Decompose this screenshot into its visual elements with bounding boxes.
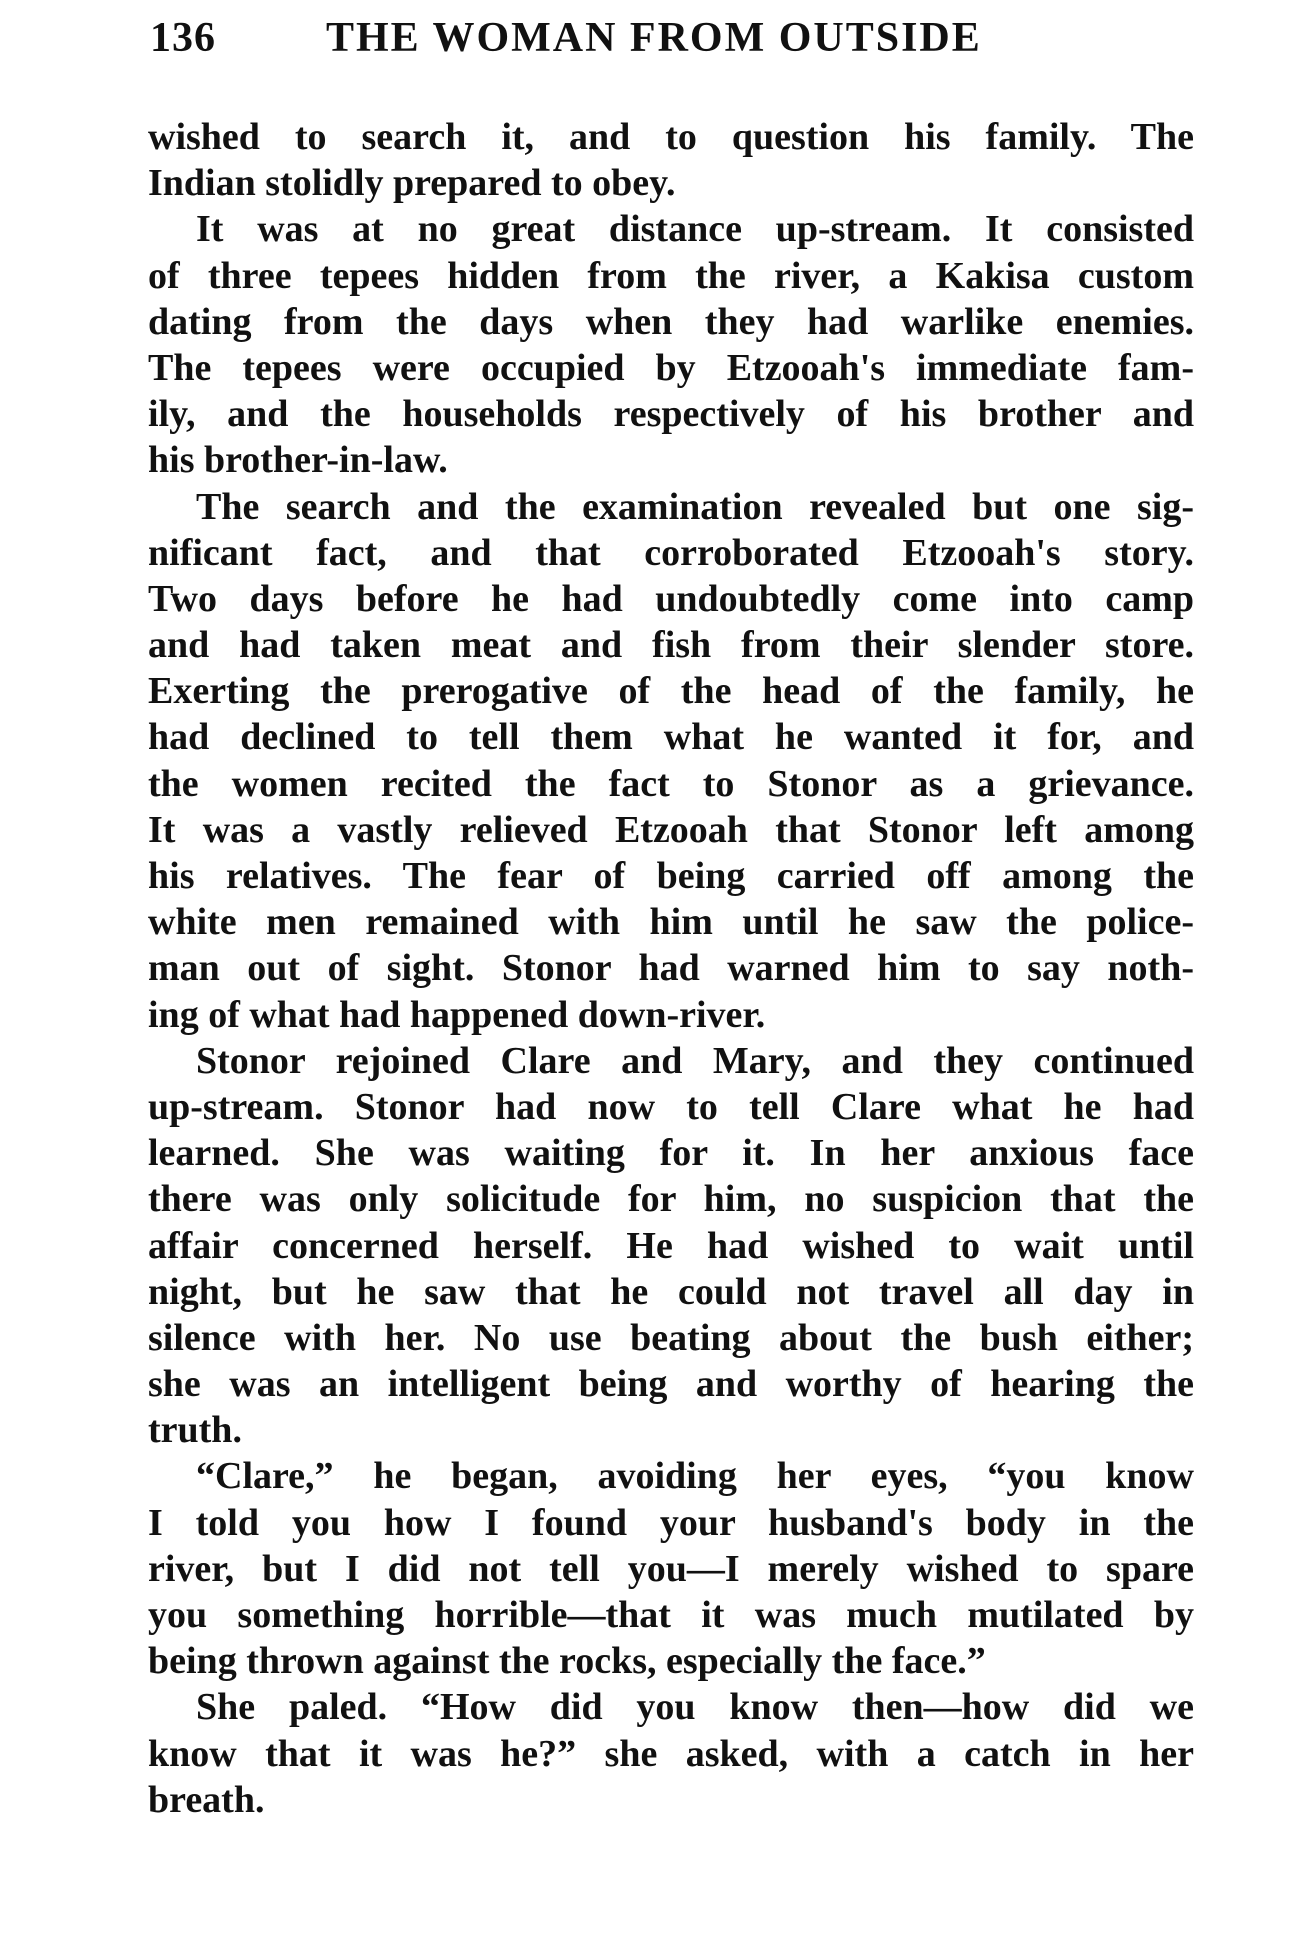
text-line: She paled. “How did you know then—how did we [196, 1686, 1194, 1729]
text-line: truth. [148, 1409, 242, 1452]
body-text [148, 114, 1194, 1823]
page-number: 136 [150, 15, 216, 61]
text-line: of three tepees hidden from the river, a Kakisa custom [148, 254, 1194, 297]
running-title: THE WOMAN FROM OUTSIDE [326, 15, 982, 61]
text-line: and had taken meat and fish from their slender store. [148, 624, 1194, 667]
text-line: Indian stolidly prepared to obey. [148, 162, 676, 205]
text-line: night, but he saw that he could not travel all day in [148, 1270, 1194, 1313]
text-line: breath. [148, 1778, 265, 1821]
text-line: ing of what had happened down-river. [148, 993, 766, 1036]
text-line: Two days before he had undoubtedly come into camp [148, 577, 1194, 620]
text-line: dating from the days when they had warlike enemies. [148, 300, 1194, 343]
text-line: river, but I did not tell you—I merely wished to spare [148, 1547, 1194, 1590]
text-line: silence with her. No use beating about the bush either; [148, 1316, 1194, 1359]
text-line: learned. She was waiting for it. In her anxious face [148, 1132, 1194, 1175]
text-line: The search and the examination revealed but one sig- [196, 485, 1194, 528]
text-line: white men remained with him until he saw the police- [148, 901, 1194, 944]
text-line: you something horrible—that it was much mutilated by [148, 1594, 1194, 1636]
text-line: nificant fact, and that corroborated Etzooah's story. [148, 531, 1194, 574]
text-line: up-stream. Stonor had now to tell Clare what he had [148, 1085, 1194, 1128]
text-line: affair concerned herself. He had wished to wait until [148, 1224, 1194, 1267]
text-line: wished to search it, and to question his family. The [148, 116, 1194, 158]
text-line: Stonor rejoined Clare and Mary, and they continued [196, 1039, 1194, 1082]
text-line: It was a vastly relieved Etzooah that Stonor left among [148, 808, 1194, 851]
text-line: Exerting the prerogative of the head of the family, he [148, 670, 1194, 713]
text-line: being thrown against the rocks, especially the face.” [148, 1640, 986, 1683]
page-header [150, 14, 1210, 74]
text-line: the women recited the fact to Stonor as a grievance. [148, 762, 1194, 805]
text-line: “Clare,” he began, avoiding her eyes, “you know [196, 1455, 1194, 1498]
text-line: know that it was he?” she asked, with a catch in her [148, 1732, 1194, 1775]
text-line: his brother-in-law. [148, 439, 448, 482]
text-line: there was only solicitude for him, no suspicion that the [148, 1178, 1194, 1221]
text-line: I told you how I found your husband's body in the [148, 1501, 1194, 1544]
text-line: The tepees were occupied by Etzooah's immediate fam- [148, 346, 1194, 389]
text-line: It was at no great distance up-stream. It consisted [196, 208, 1194, 251]
text-line: his relatives. The fear of being carried off among the [148, 855, 1194, 897]
text-line: she was an intelligent being and worthy of hearing the [148, 1363, 1194, 1406]
text-line: man out of sight. Stonor had warned him to say noth- [148, 947, 1194, 990]
text-line: ily, and the households respectively of his brother and [148, 393, 1194, 436]
text-line: had declined to tell them what he wanted it for, and [148, 716, 1194, 759]
